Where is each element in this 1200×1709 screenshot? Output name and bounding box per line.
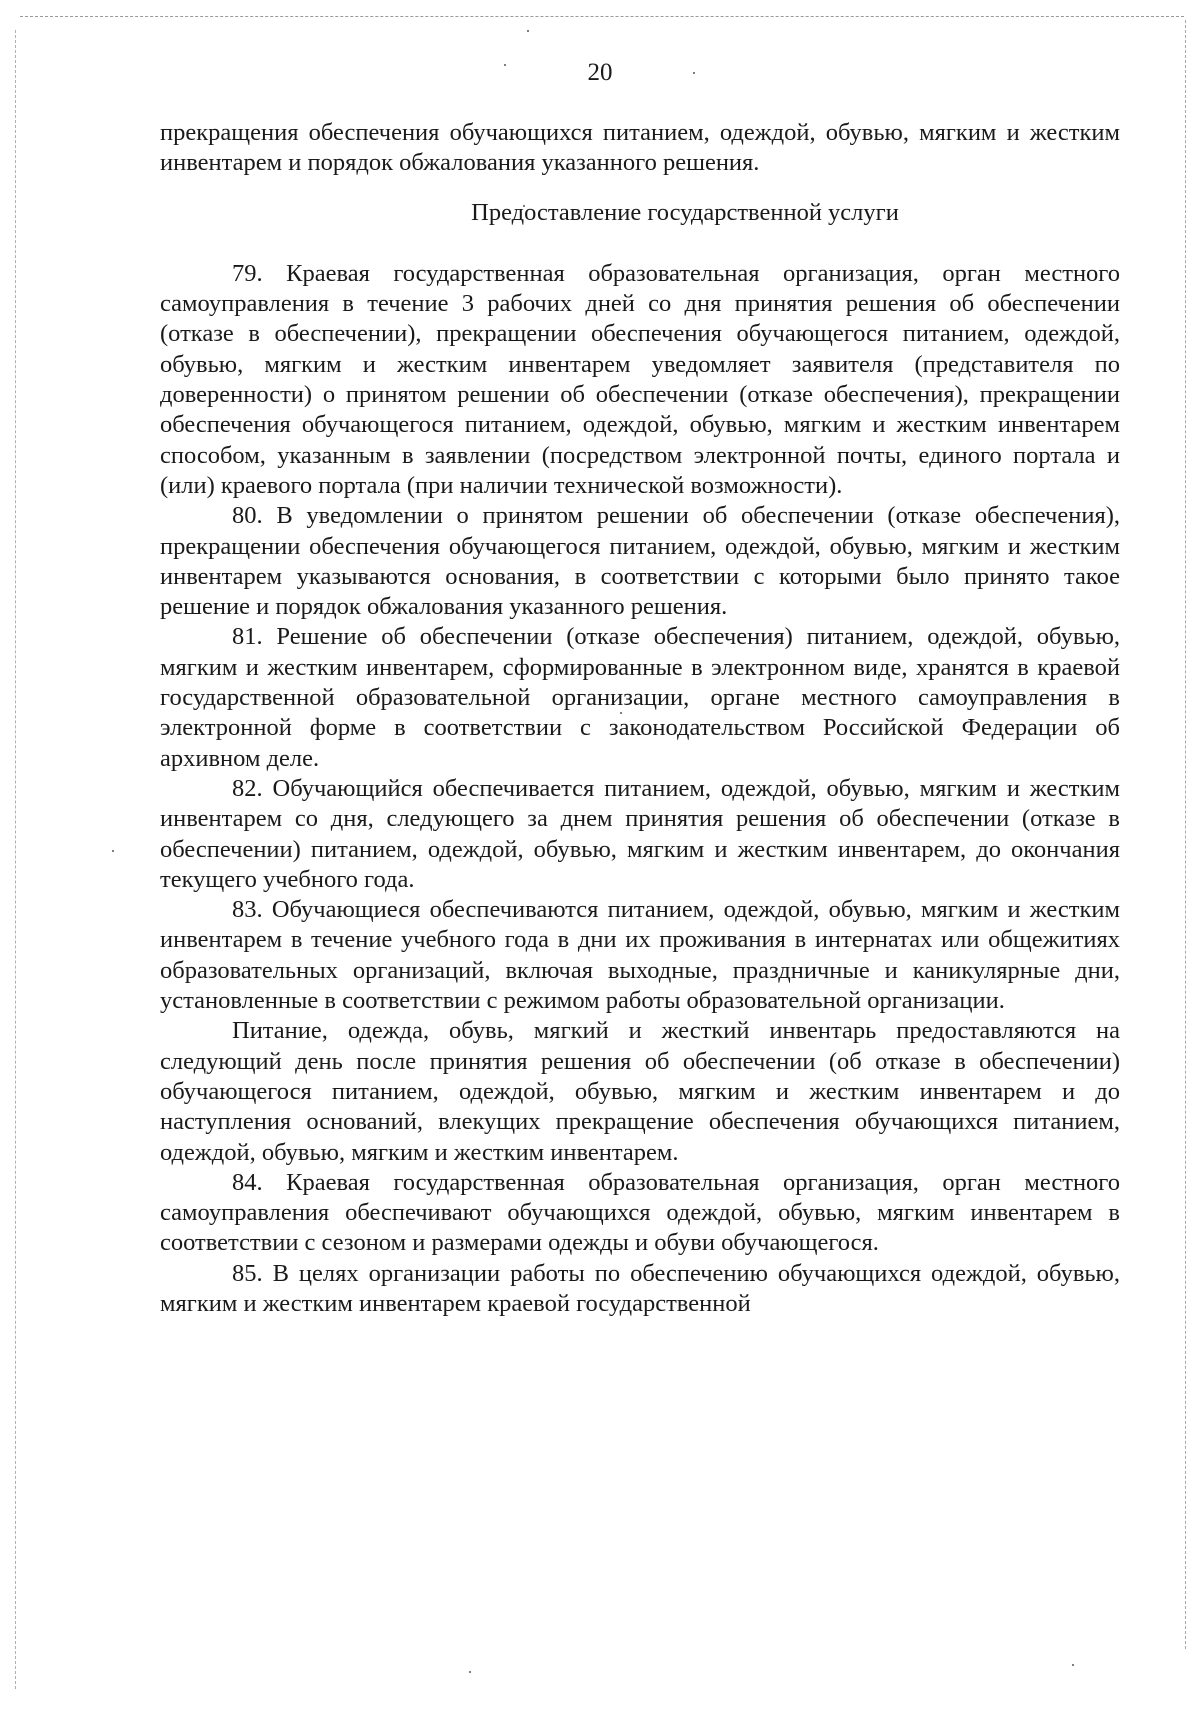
paragraph-84: 84. Краевая государственная образовательная организация, орган местного самоуправления обеспечивают обучающихся одеждой, обувью, мягким инвентарем в соответствии с сезоном и размерами одежды и обуви обучающегося. [160, 1168, 1120, 1257]
section-heading: Предоставление государственной услуги [471, 198, 899, 226]
scan-speck [469, 1671, 471, 1673]
paragraph-81: 81. Решение об обеспечении (отказе обеспечения) питанием, одеждой, обувью, мягким и жестким инвентарем, сформированные в электронном виде, хранятся в краевой государственной образовательной организации, органе местного самоуправления в электронной форме в соответствии с законодательством Российской Федерации об архивном деле. [160, 623, 1120, 772]
scan-edge-left [15, 30, 16, 1689]
paragraph-82: 82. Обучающийся обеспечивается питанием, одеждой, обувью, мягким и жестким инвентарем со дня, следующего за днем принятия решения об обеспечении (отказе в обеспечении) питанием, одеждой, обувью, мягким и жестким инвентарем, до окончания текущего учебного года. [160, 774, 1120, 893]
scan-speck [1072, 1664, 1074, 1666]
page-number: 20 [587, 59, 613, 86]
scan-edge-top [20, 16, 1184, 17]
scan-speck [112, 850, 114, 852]
paragraph-83-continuation: Питание, одежда, обувь, мягкий и жесткий инвентарь предоставляются на следующий день после принятия решения об обеспечении (об отказе в обеспечении) обучающегося питанием, одеждой, обувью, мягким и жестким инвентарем и до наступления оснований, влекущих прекращение обеспечения обучающихся питанием, одеждой, обувью, мягким и жестким инвентарем. [160, 1017, 1120, 1166]
paragraph-85: 85. В целях организации работы по обеспечению обучающихся одеждой, обувью, мягким и жестким инвентарем краевой государственной [160, 1259, 1120, 1317]
document-body [160, 118, 1120, 1319]
paragraph-80: 80. В уведомлении о принятом решении об обеспечении (отказе обеспечения), прекращении обеспечения обучающегося питанием, одеждой, обувью, мягким и жестким инвентарем указываются основания, в соответствии с которыми было принято такое решение и порядок обжалования указанного решения. [160, 502, 1120, 621]
scan-edge-right [1185, 20, 1186, 1649]
intro-fragment: прекращения обеспечения обучающихся питанием, одеждой, обувью, мягким и жестким инвентарем и порядок обжалования указанного решения. [160, 119, 1120, 177]
paragraph-83: 83. Обучающиеся обеспечиваются питанием, одеждой, обувью, мягким и жестким инвентарем в течение учебного года в дни их проживания в интернатах или общежитиях образовательных организаций, включая выходные, праздничные и каникулярные дни, установленные в соответствии с режимом работы образовательной организации. [160, 896, 1120, 1015]
scan-speck [527, 30, 529, 32]
paragraph-79: 79. Краевая государственная образовательная организация, орган местного самоуправления в течение 3 рабочих дней со дня принятия решения об обеспечении (отказе в обеспечении), прекращении обеспечения обучающегося питанием, одеждой, обувью, мягким и жестким инвентарем уведомляет заявителя (представителя по доверенности) о принятом решении об обеспечении (отказе обеспечения), прекращении обеспечения обучающегося питанием, одеждой, обувью, мягким и жестким инвентарем способом, указанным в заявлении (посредством электронной почты, единого портала и (или) краевого портала (при наличии технической возможности). [160, 259, 1120, 499]
